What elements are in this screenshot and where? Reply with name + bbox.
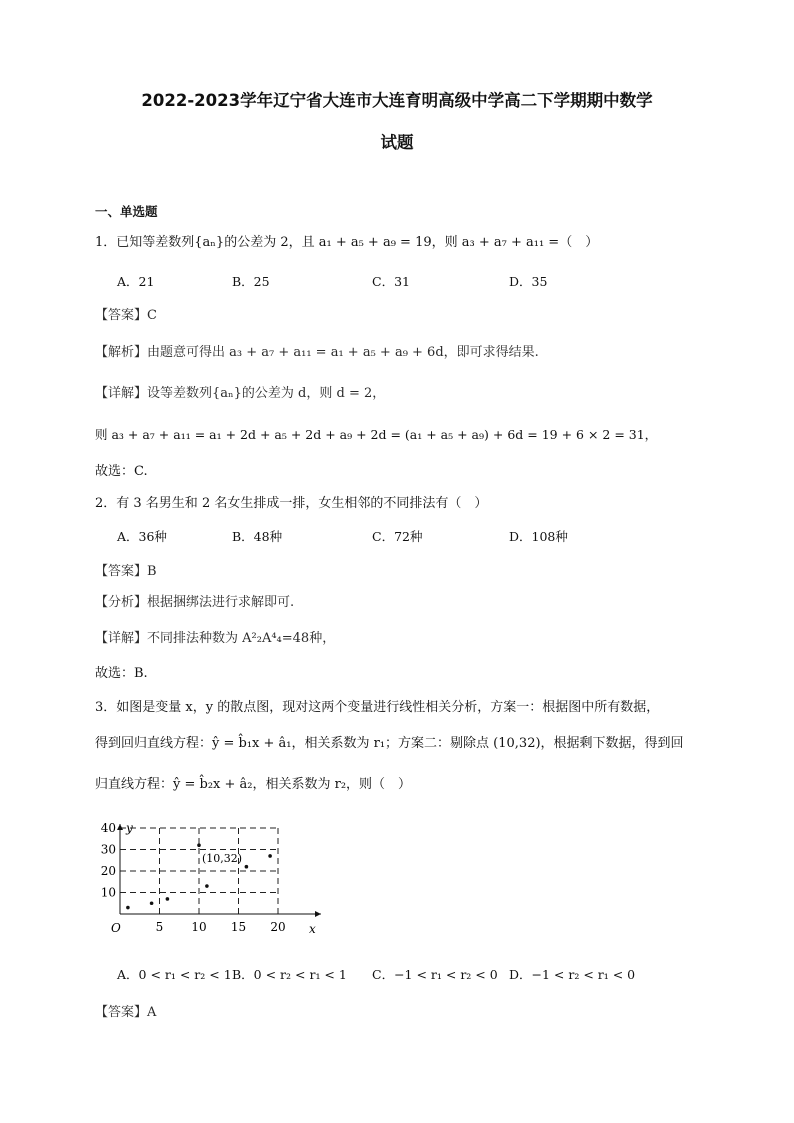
x-tick-label: 10	[191, 920, 207, 934]
data-point	[205, 884, 209, 888]
q2-choose: 故选：B.	[95, 666, 148, 681]
data-point	[126, 906, 130, 910]
q3-option-b: B．0 < r₂ < r₁ < 1	[232, 967, 347, 982]
data-point	[268, 854, 272, 858]
data-point	[150, 901, 154, 905]
q3-stem-line-2: 得到回归直线方程：ŷ = b̂₁x + â₁，相关系数为 r₁；方案二：剔除点 (10,32)，根据剩下数据，得到回	[95, 736, 684, 751]
q3-option-c: C．−1 < r₁ < r₂ < 0	[372, 967, 498, 982]
title-line-2: 试题	[380, 133, 414, 152]
q3-stem-line-1: 3．如图是变量 x，y 的散点图，现对这两个变量进行线性相关分析，方案一：根据图中所有数据，	[95, 700, 660, 715]
q1-option-d: D．35	[509, 274, 548, 289]
q1-detail: 【详解】设等差数列{aₙ}的公差为 d，则 d = 2，	[95, 386, 386, 401]
q2-analysis: 【分析】根据捆绑法进行求解即可.	[95, 595, 295, 610]
q1-option-a: A．21	[117, 274, 155, 289]
q1-answer: 【答案】C	[95, 308, 157, 323]
title-line-1: 2022-2023学年辽宁省大连市大连育明高级中学高二下学期期中数学	[141, 91, 653, 110]
x-tick-label: 20	[270, 920, 286, 934]
section-heading: 一、单选题	[95, 204, 158, 219]
y-tick-label: 30	[100, 842, 116, 857]
y-axis-label: y	[126, 821, 133, 835]
x-axis-label: x	[309, 922, 316, 936]
q1-choose: 故选：C.	[95, 464, 148, 479]
x-tick-label: 15	[230, 920, 247, 934]
point-annotation: (10,32)	[202, 852, 243, 865]
data-point	[245, 865, 249, 869]
x-tick-label: 5	[155, 920, 164, 934]
origin-label: O	[111, 921, 121, 935]
q1-option-b: B．25	[232, 274, 270, 289]
q3-option-d: D．−1 < r₂ < r₁ < 0	[509, 967, 636, 982]
q2-detail: 【详解】不同排法种数为 A²₂A⁴₄=48种，	[95, 631, 336, 646]
q2-option-b: B．48种	[232, 529, 283, 544]
data-point	[197, 843, 201, 847]
q1-stem: 1．已知等差数列{aₙ}的公差为 2，且 a₁ + a₅ + a₉ = 19，则 a₃ + a₇ + a₁₁ =（ ）	[95, 235, 599, 250]
y-tick-label: 20	[100, 864, 116, 878]
q2-answer: 【答案】B	[95, 564, 157, 579]
scatter-plot	[95, 818, 335, 942]
q3-option-a: A．0 < r₁ < r₂ < 1	[117, 967, 232, 982]
q2-option-a: A．36种	[117, 529, 167, 544]
q1-calculation: 则 a₃ + a₇ + a₁₁ = a₁ + 2d + a₅ + 2d + a₉ + 2d = (a₁ + a₅ + a₉) + 6d = 19 + 6 × 2 = 31，	[95, 427, 658, 442]
y-tick-label: 40	[100, 821, 116, 835]
y-tick-label: 10	[100, 885, 116, 900]
q3-stem-line-3: 归直线方程：ŷ = b̂₂x + â₂，相关系数为 r₂，则（ ）	[95, 777, 412, 792]
data-point	[166, 897, 170, 901]
q2-option-c: C．72种	[372, 529, 423, 544]
q1-option-c: C．31	[372, 274, 410, 289]
q1-analysis: 【解析】由题意可得出 a₃ + a₇ + a₁₁ = a₁ + a₅ + a₉ + 6d，即可求得结果.	[95, 345, 539, 360]
q2-option-d: D．108种	[509, 529, 568, 544]
q2-stem: 2．有 3 名男生和 2 名女生排成一排，女生相邻的不同排法有（ ）	[95, 496, 488, 511]
q3-answer: 【答案】A	[95, 1005, 157, 1020]
